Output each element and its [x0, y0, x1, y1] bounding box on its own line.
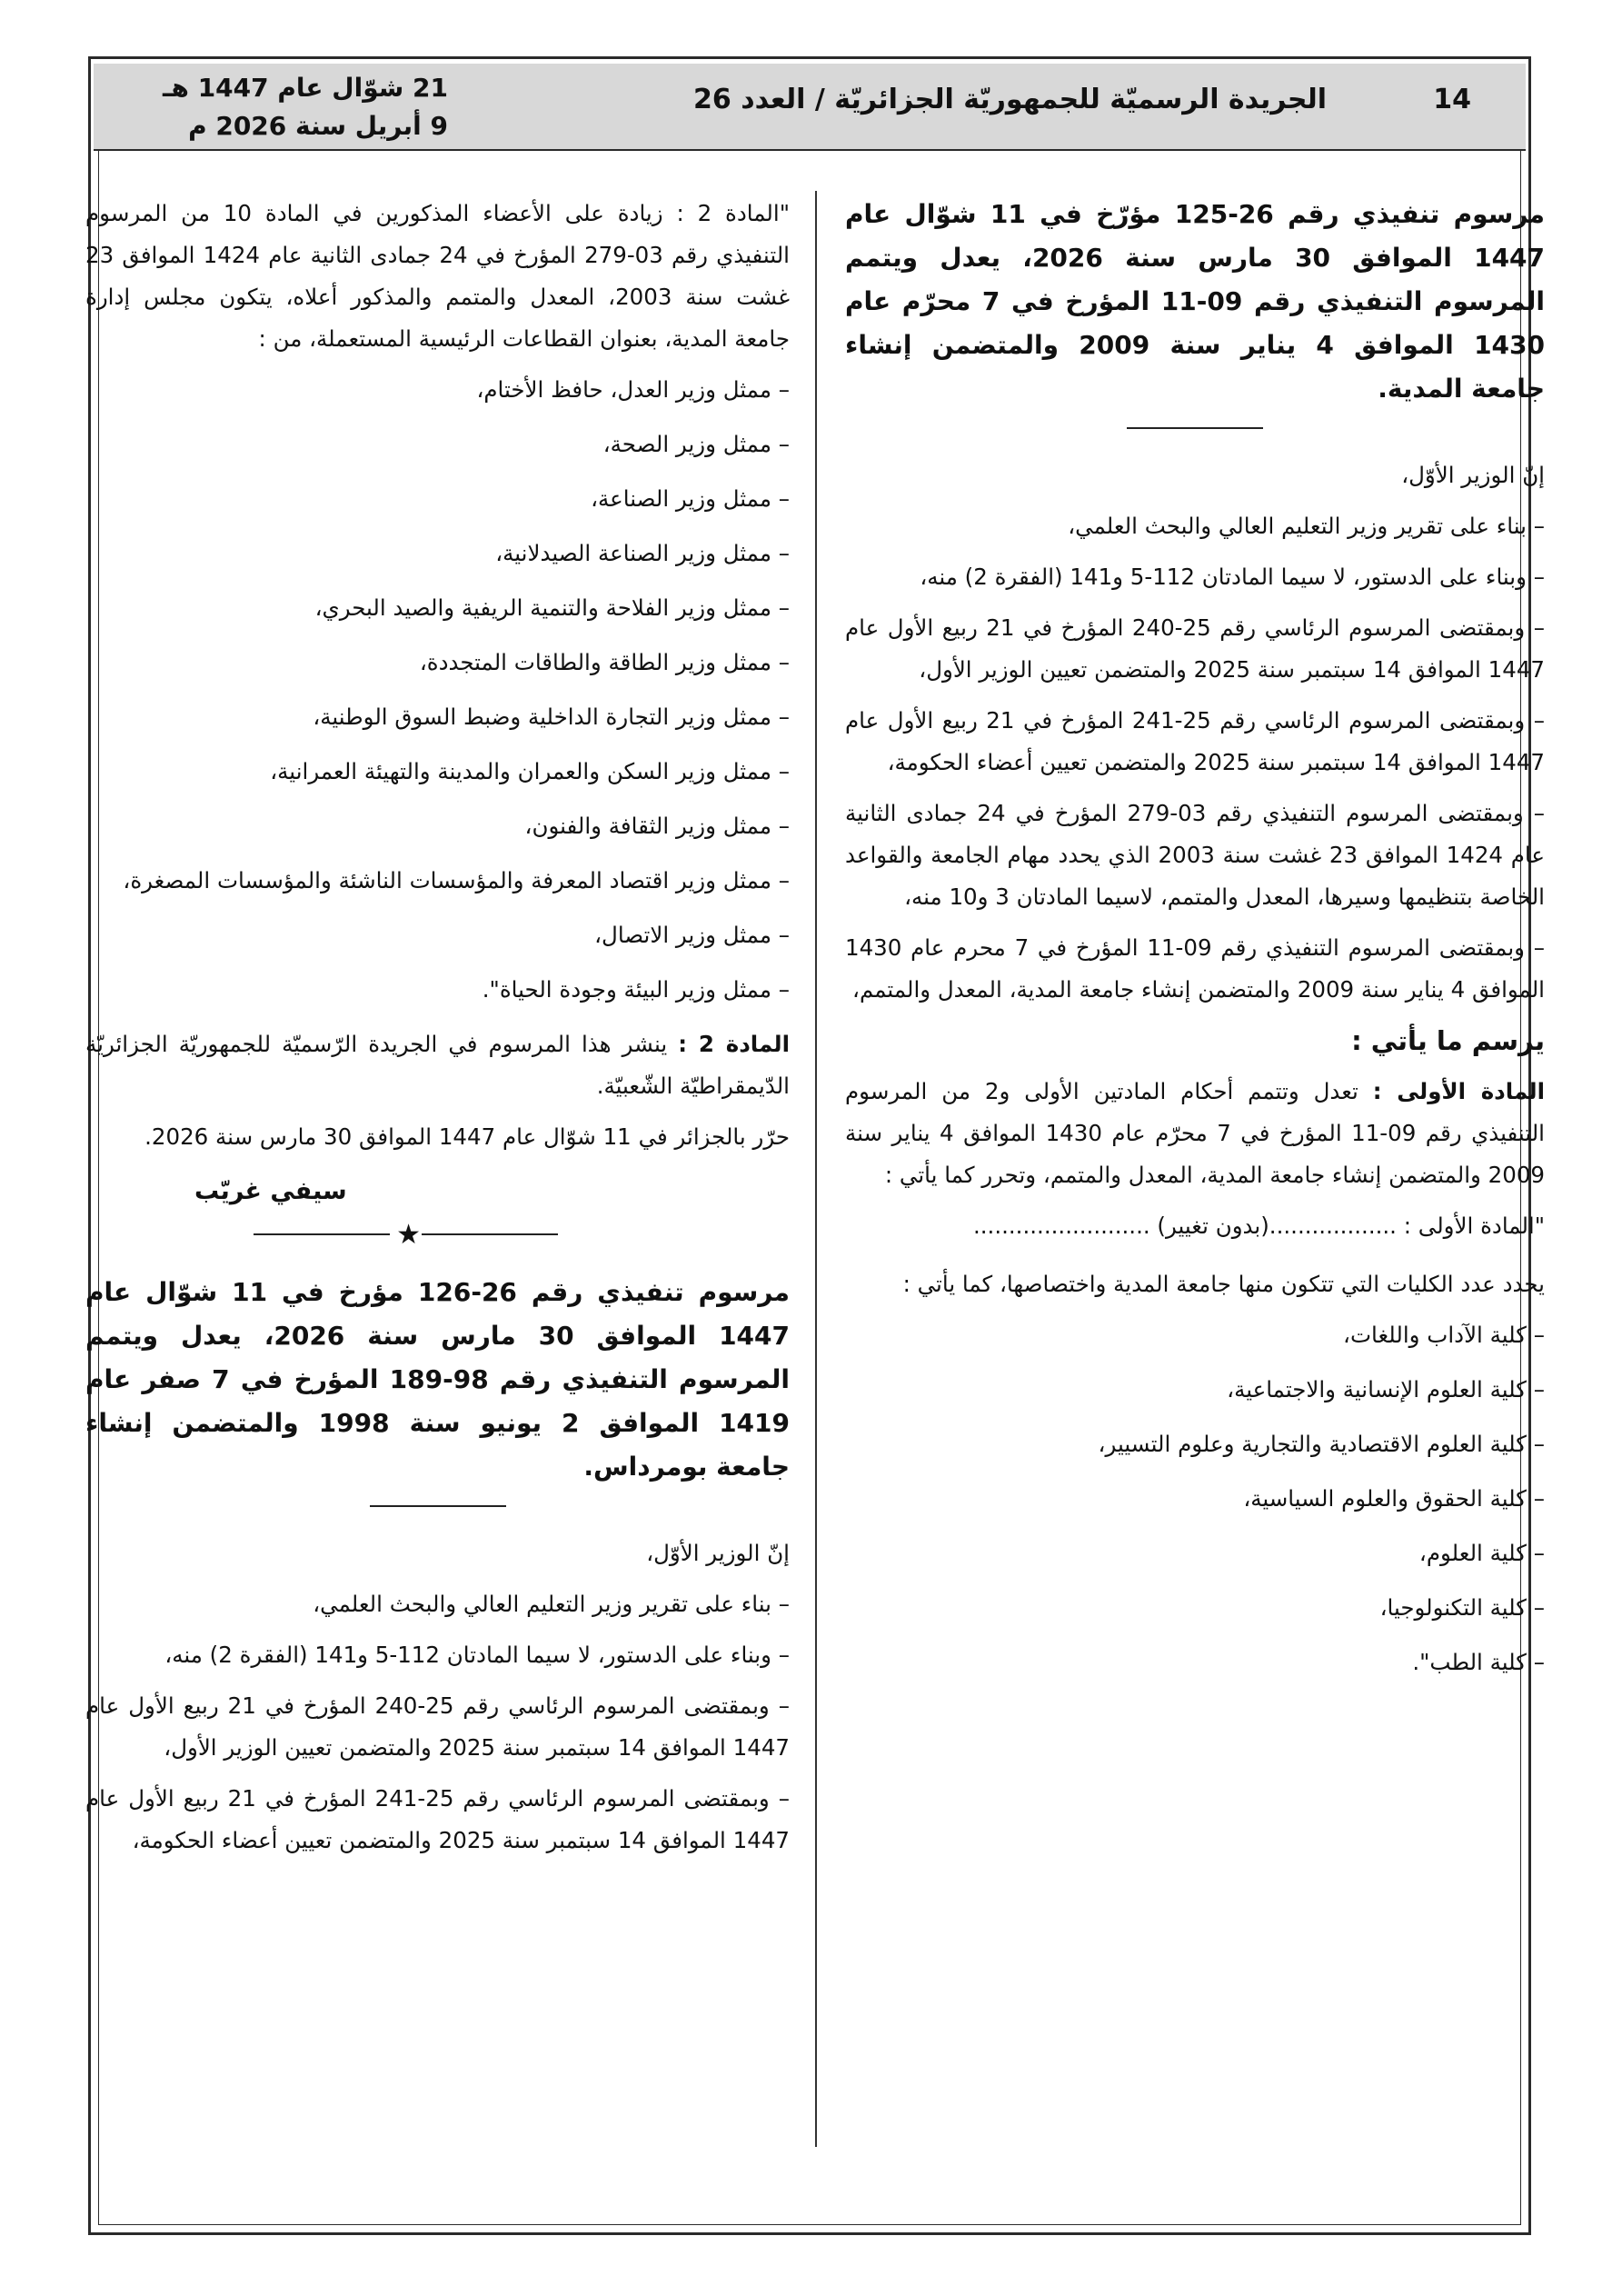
article-2-quote: "المادة 2 : زيادة على الأعضاء المذكورين في المادة 10 من المرسوم التنفيذي رقم 03-279 المؤرخ في 24 جمادى الثانية عام 1424 الموافق 23 غشت سنة 2003، المعدل والمتمم والمذكور أعلاه، يتكون مجلس إدارة جامعة المدية، بعنوان القطاعات الرئيسية المستعملة، من : [85, 200, 791, 352]
article-1-text: تعدل وتتمم أحكام المادتين الأولى و2 من المرسوم التنفيذي رقم 09-11 المؤرخ في 7 محرّم عام 1430 الموافق 4 يناير سنة 2009 والمتضمن إنشاء جامعة المدية، المعدل والمتمم، وتحرر كما يأتي : [845, 1078, 1545, 1188]
section-separator [85, 1219, 790, 1251]
visa-paragraph: – وبمقتضى المرسوم الرئاسي رقم 25-240 المؤرخ في 21 ربيع الأول عام 1447 الموافق 14 سبتمبر سنة 2025 والمتضمن تعيين الوزير الأول، [85, 1692, 790, 1761]
visa-paragraph: – بناء على تقرير وزير التعليم العالي والبحث العلمي، [1068, 513, 1545, 539]
visa-paragraph: – وبمقتضى المرسوم الرئاسي رقم 25-240 المؤرخ في 21 ربيع الأول عام 1447 الموافق 14 سبتمبر سنة 2025 والمتضمن تعيين الوزير الأول، [845, 614, 1545, 683]
issue-date-gregorian: 9 أبريل سنة 2026 م [188, 111, 448, 141]
board-member-item: – ممثل وزير البيئة وجودة الحياة". [482, 976, 790, 1003]
board-member-item: – ممثل وزير الصحة، [602, 431, 790, 457]
faculty-item: – كلية الطب". [1412, 1649, 1545, 1675]
right-column [845, 193, 1545, 1696]
quoted-article: "المادة الأولى : ..................(بدون تغيير) ......................... [972, 1213, 1545, 1239]
column-divider [815, 191, 817, 2147]
faculty-item: – كلية الحقوق والعلوم السياسية، [1243, 1485, 1545, 1512]
separator-line-left [254, 1233, 390, 1235]
decree-125-heading: مرسوم تنفيذي رقم 26-125 مؤرّخ في 11 شوّال عام 1447 الموافق 30 مارس سنة 2026، يعدل ويتمم المرسوم التنفيذي رقم 09-11 المؤرخ في 7 محرّم عام 1430 الموافق 4 يناير سنة 2009 والمتضمن إنشاء جامعة المدية. [845, 199, 1546, 404]
board-member-item: – ممثل وزير الصناعة، [591, 485, 790, 512]
visa-paragraph: – وبمقتضى المرسوم الرئاسي رقم 25-241 المؤرخ في 21 ربيع الأول عام 1447 الموافق 14 سبتمبر سنة 2025 والمتضمن تعيين أعضاء الحكومة، [845, 707, 1545, 775]
decree-126-intro: إنّ الوزير الأوّل، [646, 1540, 790, 1566]
board-member-item: – ممثل وزير التجارة الداخلية وضبط السوق الوطنية، [313, 704, 790, 730]
page-header [94, 64, 1526, 151]
decree-126-heading: مرسوم تنفيذي رقم 26-126 مؤرخ في 11 شوّال عام 1447 الموافق 30 مارس سنة 2026، يعدل ويتمم المرسوم التنفيذي رقم 98-189 المؤرخ في 7 صفر عام 1419 الموافق 2 يونيو سنة 1998 والمتضمن إنشاء جامعة بومرداس. [85, 1277, 791, 1482]
visa-paragraph: – وبمقتضى المرسوم التنفيذي رقم 03-279 المؤرخ في 24 جمادى الثانية عام 1424 الموافق 23 غشت سنة 2003 الذي يحدد مهام الجامعة والقواعد الخاصة بتنظيمها وسيرها، المعدل والمتمم، لاسيما المادتان 3 و10 منه، [845, 800, 1545, 910]
board-member-item: – ممثل وزير العدل، حافظ الأختام، [476, 376, 790, 403]
article-2 [85, 1023, 790, 1107]
heading-rule [370, 1505, 506, 1507]
board-member-item: – ممثل وزير الفلاحة والتنمية الريفية والصيد البحري، [314, 594, 790, 621]
board-member-item: – ممثل وزير الطاقة والطاقات المتجددة، [419, 649, 790, 675]
board-member-item: – ممثل وزير اقتصاد المعرفة والمؤسسات الناشئة والمؤسسات المصغرة، [123, 867, 790, 893]
decree-125-intro: إنّ الوزير الأوّل، [1401, 462, 1545, 488]
page-number: 14 [1433, 84, 1471, 115]
article-2-text: ينشر هذا المرسوم في الجريدة الرّسميّة للجمهوريّة الجزائريّة الدّيمقراطيّة الشّعبيّة. [85, 1031, 790, 1099]
visa-paragraph: – وبمقتضى المرسوم الرئاسي رقم 25-241 المؤرخ في 21 ربيع الأول عام 1447 الموافق 14 سبتمبر سنة 2025 والمتضمن تعيين أعضاء الحكومة، [85, 1785, 790, 1853]
faculty-item: – كلية العلوم الاقتصادية والتجارية وعلوم التسيير، [1098, 1431, 1545, 1457]
faculty-item: – كلية العلوم، [1418, 1540, 1545, 1566]
article-1 [845, 1071, 1545, 1196]
visa-paragraph: – وبناء على الدستور، لا سيما المادتان 112-5 و141 (الفقرة 2) منه، [920, 564, 1545, 590]
article-2-label: المادة 2 : [678, 1031, 791, 1057]
issue-date-hijri: 21 شوّال عام 1447 هـ [162, 73, 448, 103]
faculty-item: – كلية التكنولوجيا، [1379, 1594, 1545, 1621]
visa-paragraph: – وبمقتضى المرسوم التنفيذي رقم 09-11 المؤرخ في 7 محرم عام 1430 الموافق 4 يناير سنة 2009 والمتضمن إنشاء جامعة المدية، المعدل والمتمم، [845, 934, 1545, 1003]
separator-line-right [422, 1233, 558, 1235]
signatory: سيفي غريّب [194, 1177, 347, 1205]
board-member-item: – ممثل وزير السكن والعمران والمدينة والتهيئة العمرانية، [270, 758, 790, 784]
star-icon: ★ [396, 1219, 421, 1251]
signed-at: حرّر بالجزائر في 11 شوّال عام 1447 الموافق 30 مارس سنة 2026. [144, 1123, 790, 1150]
heading-rule [1127, 427, 1263, 429]
visa-paragraph: – بناء على تقرير وزير التعليم العالي والبحث العلمي، [313, 1591, 790, 1617]
faculty-item: – كلية العلوم الإنسانية والاجتماعية، [1227, 1376, 1545, 1403]
article-1-label: المادة الأولى : [1372, 1078, 1545, 1104]
board-member-item: – ممثل وزير الثقافة والفنون، [524, 813, 790, 839]
board-member-item: – ممثل وزير الاتصال، [594, 922, 790, 948]
faculties-intro: يحدد عدد الكليات التي تتكون منها جامعة المدية واختصاصها، كما يأتي : [902, 1271, 1545, 1297]
visa-paragraph: – وبناء على الدستور، لا سيما المادتان 112-5 و141 (الفقرة 2) منه، [164, 1642, 790, 1668]
faculty-item: – كلية الآداب واللغات، [1343, 1322, 1545, 1348]
left-column [85, 193, 790, 1871]
decree-label: يرسم ما يأتي : [1351, 1025, 1545, 1056]
gazette-title: الجريدة الرسميّة للجمهوريّة الجزائريّة / العدد 26 [693, 84, 1328, 115]
issue-date [121, 69, 448, 145]
board-member-item: – ممثل وزير الصناعة الصيدلانية، [495, 540, 790, 566]
